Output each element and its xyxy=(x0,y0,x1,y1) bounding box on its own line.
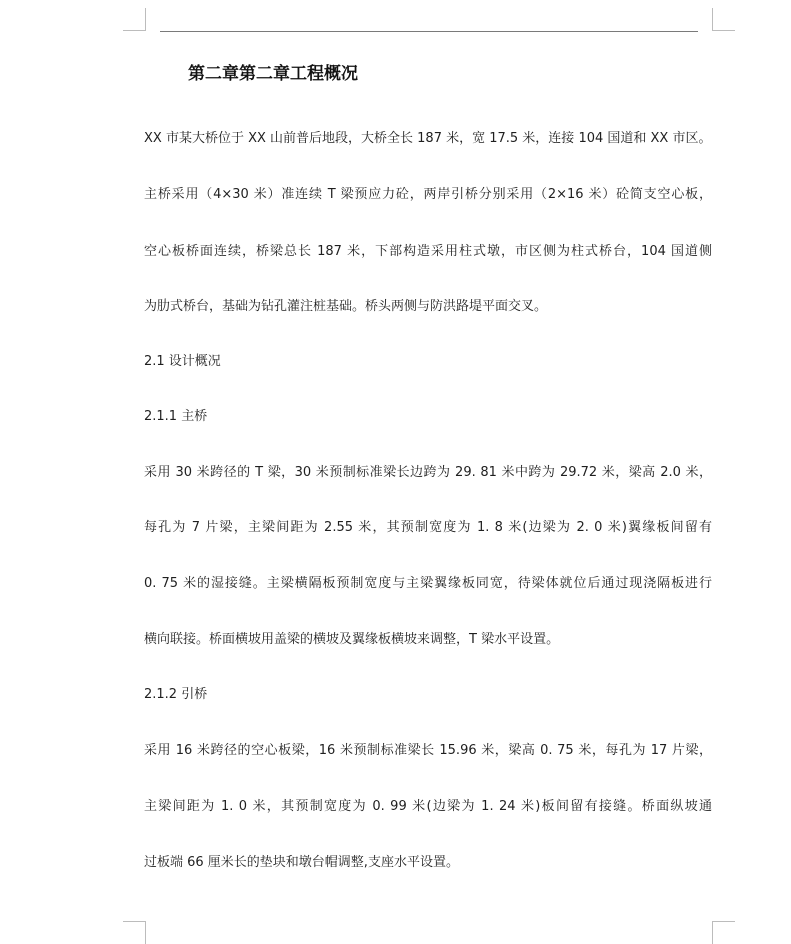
body-line-9: 采用 16 米跨径的空心板梁，16 米预制标准梁长 15.96 米，梁高 0. 75 米，每孔为 17 片梁， xyxy=(144,743,712,758)
crop-mark-top-left xyxy=(123,8,146,31)
body-line-8: 横向联接。桥面横坡用盖梁的横坡及翼缘板横坡来调整，T 梁水平设置。 xyxy=(144,632,560,647)
section-heading-2-1-1: 2.1.1 主桥 xyxy=(144,409,208,424)
crop-mark-bottom-right xyxy=(712,921,735,944)
body-line-6: 每孔为 7 片梁，主梁间距为 2.55 米，其预制宽度为 1. 8 米(边梁为 2. 0 米)翼缘板间留有 xyxy=(144,520,712,535)
body-line-5: 采用 30 米跨径的 T 梁，30 米预制标准梁长边跨为 29. 81 米中跨为 29.72 米，梁高 2.0 米， xyxy=(144,465,712,480)
body-line-11: 过板端 66 厘米长的垫块和墩台帽调整,支座水平设置。 xyxy=(144,855,459,870)
chapter-title: 第二章第二章工程概况 xyxy=(188,64,358,84)
section-heading-2-1: 2.1 设计概况 xyxy=(144,354,221,369)
header-rule xyxy=(160,31,698,32)
body-line-2: 主桥采用（4×30 米）准连续 T 梁预应力砼，两岸引桥分别采用（2×16 米）砼简支空心板， xyxy=(144,187,712,202)
body-line-4: 为肋式桥台，基础为钻孔灌注桩基础。桥头两侧与防洪路堤平面交叉。 xyxy=(144,299,548,314)
crop-mark-top-right xyxy=(712,8,735,31)
body-line-3: 空心板桥面连续，桥梁总长 187 米，下部构造采用柱式墩，市区侧为柱式桥台，104 国道侧 xyxy=(144,244,712,259)
body-line-1: XX 市某大桥位于 XX 山前普后地段，大桥全长 187 米，宽 17.5 米，连接 104 国道和 XX 市区。 xyxy=(144,131,712,146)
section-heading-2-1-2: 2.1.2 引桥 xyxy=(144,687,208,702)
crop-mark-bottom-left xyxy=(123,921,146,944)
body-line-10: 主梁间距为 1. 0 米，其预制宽度为 0. 99 米(边梁为 1. 24 米)板间留有接缝。桥面纵坡通 xyxy=(144,799,712,814)
body-line-7: 0. 75 米的湿接缝。主梁横隔板预制宽度与主梁翼缘板同宽，待梁体就位后通过现浇隔板进行 xyxy=(144,576,712,591)
